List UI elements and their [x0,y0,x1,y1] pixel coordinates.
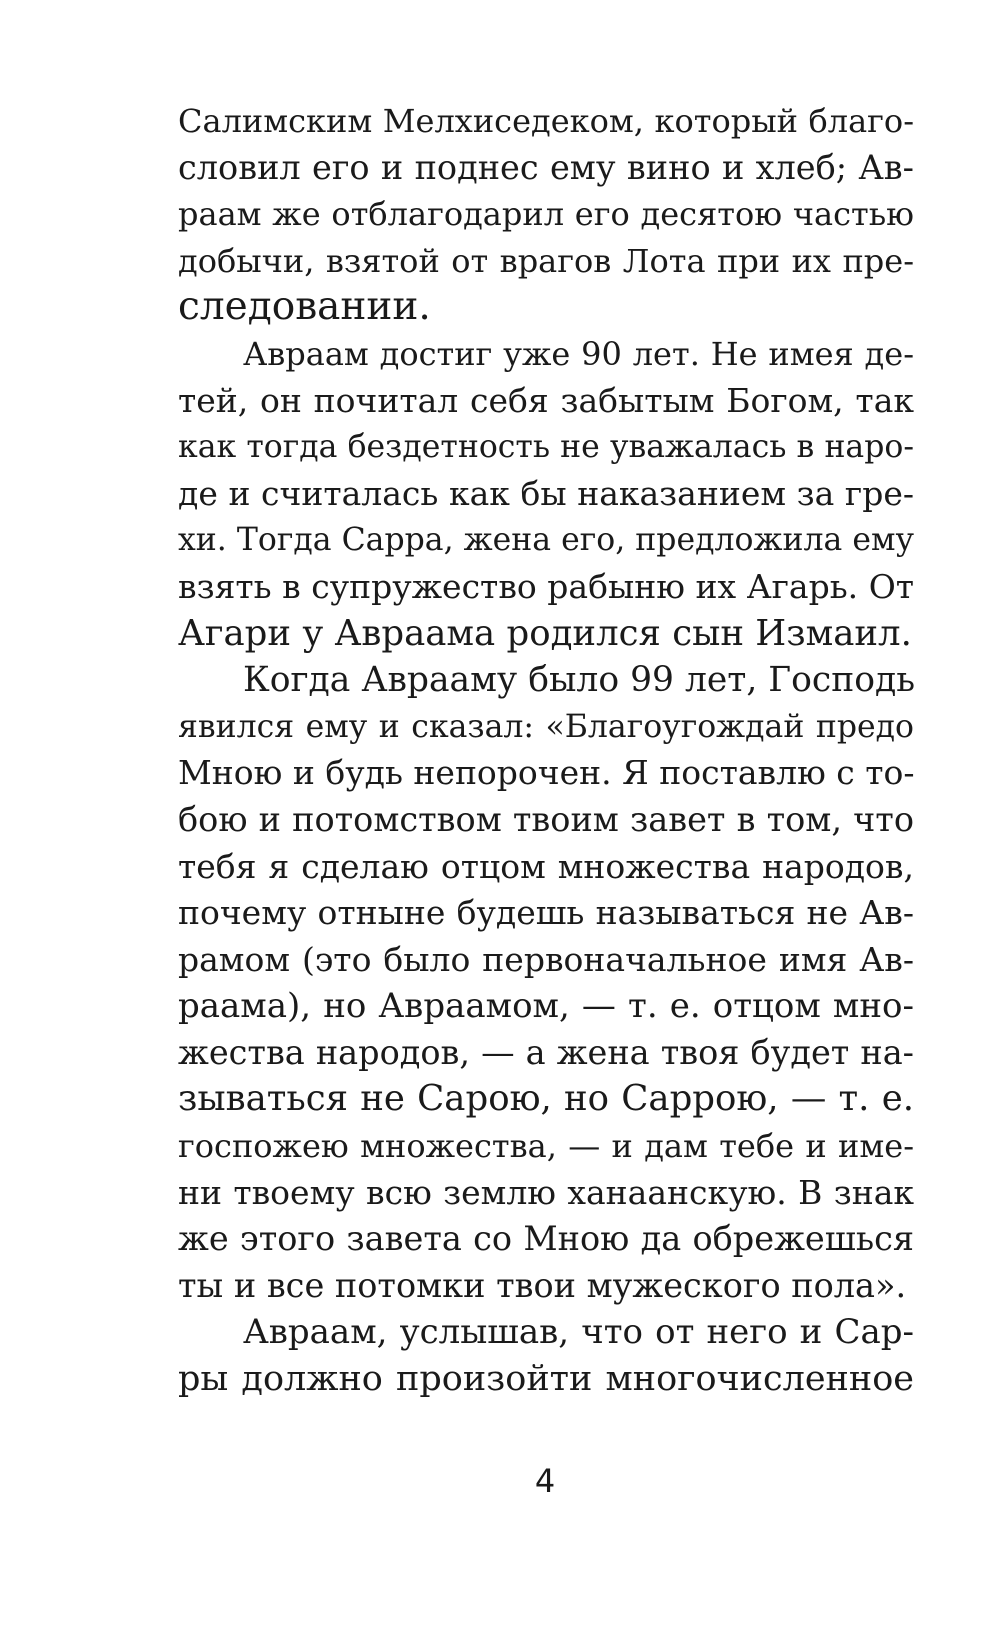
text-line: ты и все потомки твои мужеского пола». [178,1265,907,1305]
text-line: Мною и будь непорочен. Я поставлю с то- [178,753,915,793]
text-line: раам же отблагодарил его десятою частью [178,195,914,234]
text-line: бою и потомством твоим завет в том, что [178,799,914,839]
text-line: раама), но Авраамом, — т. е. отцом мно- [178,986,914,1027]
body-text [178,98,914,1403]
text-line: взять в супружество рабыню их Агарь. От [178,566,914,606]
text-line: хи. Тогда Сарра, жена его, предложила ему [178,522,914,559]
text-line: жества народов, — а жена твоя будет на- [178,1032,914,1072]
paragraph [178,657,914,1309]
text-line: Авраам достиг уже 90 лет. Не имея де- [243,334,914,373]
text-line: де и считалась как бы наказанием за гре- [178,473,914,513]
text-line: зываться не Сарою, но Саррою, — т. е. [178,1078,914,1120]
text-line: Агари у Авраама родился сын Измаил. [178,612,912,654]
page-number: 4 [534,1462,556,1500]
text-line: почему отныне будешь называться не Ав- [178,893,914,933]
text-line: рамом (это было первоначальное имя Ав- [178,939,914,979]
text-line: ры должно произойти многочисленное [178,1359,914,1400]
text-line: ни твоему всю землю ханаанскую. В знак [178,1172,914,1212]
text-line: тей, он почитал себя забытым Богом, так [178,380,914,420]
text-line: тебя я сделаю отцом множества народов, [178,846,914,886]
text-line: же этого завета со Мною да обрежешься [178,1219,914,1259]
text-line: явился ему и сказал: «Благоугождай предо [178,708,914,745]
text-line: добычи, взятой от врагов Лота при их пре- [178,241,914,280]
text-line: Салимским Мелхиседеком, который благо- [178,102,914,140]
paragraph [178,1309,914,1402]
text-line: словил его и поднес ему вино и хлеб; Ав- [178,147,914,187]
text-line: госпожею множества, — и дам тебе и име- [178,1127,914,1166]
text-line: Авраам, услышав, что от него и Сар- [243,1312,914,1353]
paragraph [178,331,914,657]
paragraph [178,98,914,331]
text-line: следовании. [178,284,431,330]
text-line: Когда Аврааму было 99 лет, Господь [243,660,916,701]
text-line: как тогда бездетность не уважалась в наро- [178,429,914,466]
